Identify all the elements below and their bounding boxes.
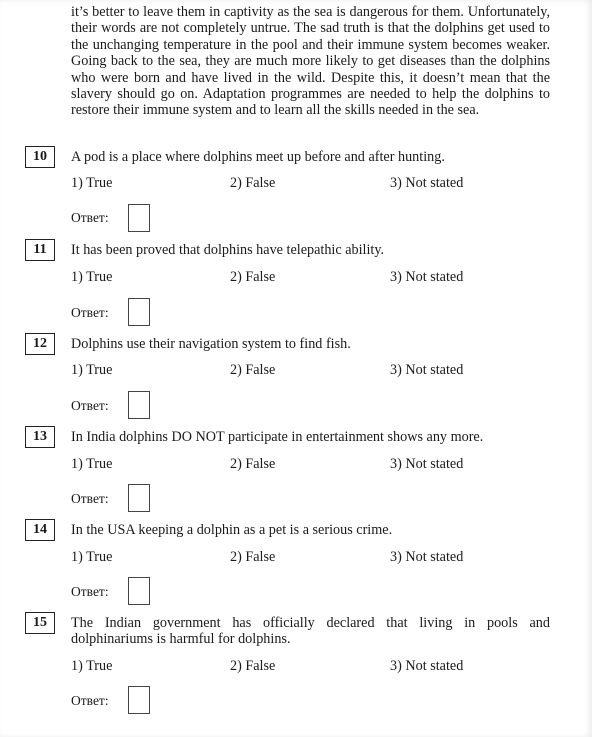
option-not-stated[interactable]: 3) Not stated — [390, 549, 464, 565]
option-not-stated[interactable]: 3) Not stated — [390, 362, 464, 378]
question-number: 14 — [25, 519, 55, 541]
answer-label: Ответ: — [71, 693, 109, 708]
option-false[interactable]: 2) False — [230, 269, 276, 285]
option-true[interactable]: 1) True — [71, 549, 113, 565]
answer-label: Ответ: — [71, 210, 109, 225]
option-false[interactable]: 2) False — [230, 175, 276, 191]
answer-label: Ответ: — [71, 491, 109, 506]
question-text: It has been proved that dolphins have telepathic ability. — [71, 242, 385, 258]
answer-label: Ответ: — [71, 305, 109, 320]
passage-text: it’s better to leave them in captivity as the sea is dangerous for them. Unfortunately, their words are not completely untrue. The sad truth is that the dolphins get used to the unchanging temperature in the pool and their immune system becomes weaker. Going back to the sea, they are much more likely to get diseases than the dolphins who were born and have lived in the wild. Despite this, it doesn’t mean that the slavery should go on. Adaptation programmes are needed to help the dolphins to restore their immune system and to learn all the skills needed in the sea. — [71, 4, 550, 119]
question-text: Dolphins use their navigation system to find fish. — [71, 336, 351, 352]
option-false[interactable]: 2) False — [230, 456, 276, 472]
option-not-stated[interactable]: 3) Not stated — [390, 658, 464, 674]
option-false[interactable]: 2) False — [230, 549, 276, 565]
question-text: The Indian government has officially declared that living in pools and dolphinariums is harmful for dolphins. — [71, 615, 550, 648]
question-number: 11 — [25, 239, 55, 261]
question-number: 13 — [25, 426, 55, 448]
answer-box[interactable] — [128, 577, 150, 605]
option-not-stated[interactable]: 3) Not stated — [390, 175, 464, 191]
question-text: In the USA keeping a dolphin as a pet is a serious crime. — [71, 522, 393, 538]
option-false[interactable]: 2) False — [230, 362, 276, 378]
option-true[interactable]: 1) True — [71, 269, 113, 285]
question-number: 15 — [25, 612, 55, 634]
answer-box[interactable] — [128, 484, 150, 512]
option-not-stated[interactable]: 3) Not stated — [390, 456, 464, 472]
question-number: 12 — [25, 333, 55, 355]
question-text: A pod is a place where dolphins meet up before and after hunting. — [71, 149, 445, 165]
answer-label: Ответ: — [71, 584, 109, 599]
option-not-stated[interactable]: 3) Not stated — [390, 269, 464, 285]
answer-box[interactable] — [128, 686, 150, 714]
answer-box[interactable] — [128, 204, 150, 232]
option-true[interactable]: 1) True — [71, 175, 113, 191]
option-false[interactable]: 2) False — [230, 658, 276, 674]
question-number: 10 — [25, 146, 55, 168]
answer-box[interactable] — [128, 391, 150, 419]
answer-label: Ответ: — [71, 398, 109, 413]
question-text: In India dolphins DO NOT participate in entertainment shows any more. — [71, 429, 484, 445]
option-true[interactable]: 1) True — [71, 658, 113, 674]
answer-box[interactable] — [128, 298, 150, 326]
option-true[interactable]: 1) True — [71, 362, 113, 378]
option-true[interactable]: 1) True — [71, 456, 113, 472]
